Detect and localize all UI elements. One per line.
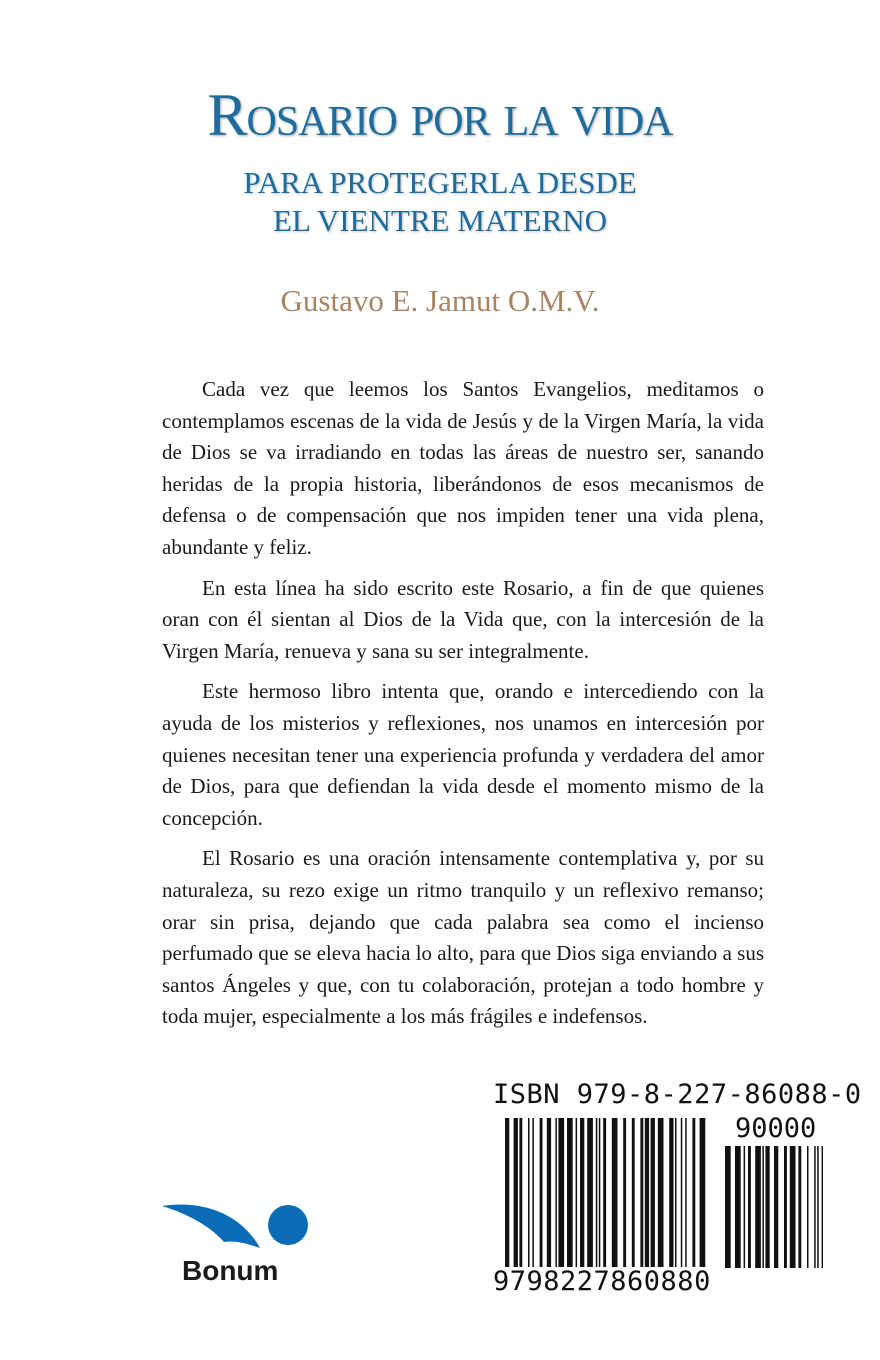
barcode-bar [519,1118,522,1268]
barcode-bar [790,1146,796,1268]
barcode-bar [748,1146,751,1268]
publisher-logo [160,1198,310,1292]
isbn-label: ISBN 979-8-227-86088-0 [493,1079,862,1110]
barcode-main-bars [505,1118,705,1268]
barcode-bar [645,1118,649,1268]
back-cover-blurb [162,374,764,1042]
barcode-bar [798,1146,801,1268]
barcode-bar [814,1146,816,1268]
publisher-name: Bonum [182,1255,279,1286]
barcode-bar [632,1118,635,1268]
barcode-bar [612,1118,618,1268]
barcode-bar [725,1146,731,1268]
barcode-bar [576,1118,578,1268]
barcode-bar [774,1146,778,1268]
barcode-bar [528,1118,530,1268]
barcode-bar [744,1146,746,1268]
barcode-bar [640,1118,643,1268]
barcode-bar [685,1118,687,1268]
barcode-bar [567,1118,573,1268]
barcode-bar [587,1118,593,1268]
barcode-bar [807,1146,809,1268]
author-name: Gustavo E. Jamut O.M.V. [280,283,600,318]
barcode-bar [681,1118,683,1268]
barcode-bar [505,1118,509,1268]
barcode-bar [700,1118,706,1268]
barcode-bar [669,1118,673,1268]
barcode-bar [596,1118,598,1268]
barcode-bar [532,1118,534,1268]
barcode-bar [540,1118,543,1268]
barcode-digits: 9798227860880 [493,1266,711,1297]
blurb-paragraph: El Rosario es una oración intensamente contemplativa y, por su naturaleza, su rezo exige un ritmo tranquilo y un reflexivo remanso; orar sin prisa, dejando que cada palabra sea como el incienso perfumado que se eleva hacia lo alto, para que Dios siga enviando a sus santos Ángeles y que, con tu colaboración, protejan a todo hombre y toda mujer, especialmente a los más frágiles e indefensos. [162,846,764,1029]
subtitle-line-2: EL VIENTRE MATERNO [272,203,608,238]
barcode-bar [755,1146,761,1268]
barcode-bar [765,1146,769,1268]
barcode-bar [735,1146,741,1268]
barcode-bar [558,1118,564,1268]
barcode-bar [599,1118,601,1268]
book-title: Rosario por la vida [207,82,673,148]
barcode-bar [822,1146,823,1268]
bonum-logo-icon [160,1198,310,1260]
barcode-bar [658,1118,664,1268]
barcode-addon-bars [725,1146,823,1268]
blurb-paragraph: Este hermoso libro intenta que, orando e intercediendo con la ayuda de los misterios y reflexiones, nos unamos en intercesión por quienes necesitan tener una experiencia profunda y verdadera del amor de Dios, para que defiendan la vida desde el momento mismo de la concepción. [162,679,764,830]
barcode-bar [762,1146,764,1268]
barcode-bar [555,1118,557,1268]
barcode-bar [580,1118,584,1268]
barcode-bar [675,1118,677,1268]
barcode-bar [784,1146,787,1268]
book-subtitle [0,164,880,240]
isbn-barcode [505,1118,827,1270]
blurb-paragraph: En esta línea ha sido escrito este Rosario, a fin de que quienes oran con él sientan al Dios de la Vida que, con la intercesión de la Virgen María, renueva y sana su ser integralmente. [162,575,764,663]
barcode-bar [651,1118,655,1268]
barcode-bar [547,1118,551,1268]
barcode-bar [514,1118,518,1268]
barcode-bar [692,1118,695,1268]
blurb-paragraph: Cada vez que leemos los Santos Evangelios, meditamos o contemplamos escenas de la vida de Jesús y de la Virgen María, la vida de Dios se va irradiando en todas las áreas de nuestro ser, sanando heridas de la propia historia, liberándonos de esos mecanismos de defensa o de compensación que nos impiden tener una vida plena, abundante y feliz. [162,377,764,559]
barcode-addon-price: 90000 [735,1113,817,1144]
subtitle-line-1: PARA PROTEGERLA DESDE [243,165,637,200]
barcode-bar [817,1146,819,1268]
barcode-bar [623,1118,626,1268]
barcode-bar [603,1118,606,1268]
